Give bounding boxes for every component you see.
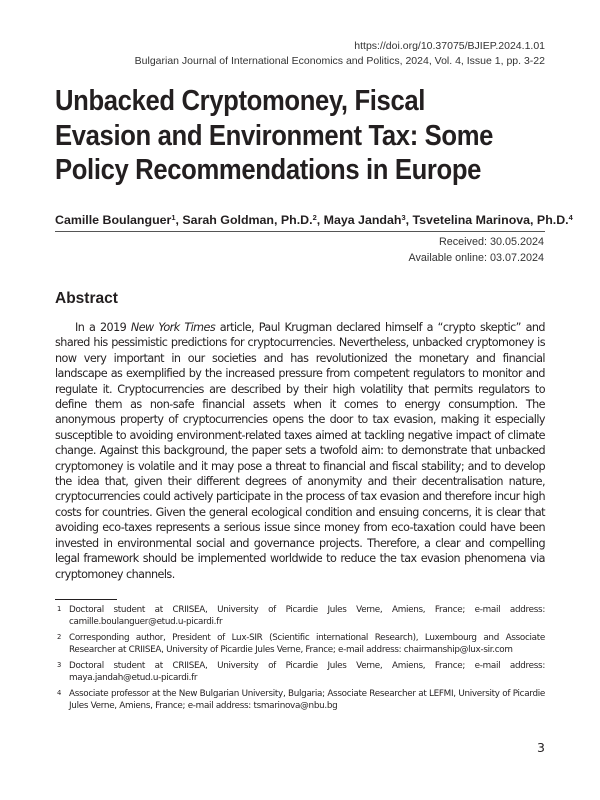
author-name: Tsvetelina Marinova, Ph.D. — [412, 213, 569, 227]
available-date: Available online: 03.07.2024 — [408, 251, 544, 264]
publication-name: New York Times — [130, 321, 216, 334]
footnote-text: Associate professor at the New Bulgarian University, Bulgaria; Associate Researcher at LEFMI, University of Picardie Jules Verne, Amiens, France; e-mail address: tsmarinova@nbu.bg — [69, 688, 545, 711]
author-name: Camille Boulanguer — [55, 213, 172, 227]
footnote-text: Doctoral student at CRIISEA, University of Picardie Jules Verne, Amiens, France; e-mail address: maya.jandah@etud.u-picardi.fr — [69, 660, 545, 684]
paper-title — [55, 84, 505, 188]
author-name: Sarah Goldman, Ph.D. — [182, 213, 313, 227]
title-line-1: Unbacked Cryptomoney, Fiscal — [55, 85, 426, 117]
abstract-text — [55, 320, 545, 582]
author-footnote-mark[interactable]: 4 — [568, 213, 573, 222]
abstract-heading: Abstract — [55, 290, 118, 307]
author-name: Maya Jandah — [323, 213, 402, 227]
footnote-number: 3 — [57, 660, 62, 669]
journal-header — [135, 39, 545, 68]
received-date: Received: 30.05.2024 — [438, 236, 544, 248]
footnote-item — [55, 604, 545, 628]
abstract-text-rest: article, Paul Krugman declared himself a “crypto skeptic” and shared his pessimistic predictions for cryptocurrencies. Nevertheless, unbacked cryptomoney is now very important in our societies and has revolutionized the monetary and financial landscape as exemplified by the increased pressure from competent regulators to monitor and regulate it. Cryptocurrencies are described by their high volatility that permits regulators to define them as non-safe financial assets when it comes to energy consumption. The anonymous property of cryptocurrencies opens the door to tax evasion, making it especially susceptible to avoiding environment-related taxes aimed at tackling negative impact of climate change. Against this background, the paper sets a twofold aim: to demonstrate that unbacked cryptomoney is volatile and it may pose a threat to financial and fiscal stability; and to develop the idea that, given their different degrees of anonymity and their decentralisation nature, cryptocurrencies could actively participate in the process of tax evasion and therefore incur high costs for countries. Given the general ecological condition and ensuing concerns, it is clear that avoiding eco-taxes represents a serious issue since money from eco-taxation could have been invested in environmental social and governance projects. Therefore, a clear and compelling legal framework should be implemented worldwide to reduce the tax evasion phenomena via cryptomoney channels. — [55, 321, 545, 581]
footnote-list — [55, 604, 545, 716]
abstract-text-start: In a 2019 — [75, 321, 131, 334]
footnote-number: 4 — [57, 688, 62, 697]
author-footnote-mark[interactable]: 2 — [312, 213, 317, 222]
doi-link[interactable]: https://doi.org/10.37075/BJIEP.2024.1.01 — [354, 40, 545, 52]
journal-citation: Bulgarian Journal of International Economics and Politics, 2024, Vol. 4, Issue 1, pp. 3-22 — [134, 54, 545, 67]
footnote-number: 2 — [57, 632, 62, 641]
author-divider — [55, 231, 545, 232]
footnote-text: Corresponding author, President of Lux-SIR (Scientific international Research), Luxembourg and Associate Researcher at CRIISEA, University of Picardie Jules Verne, France; e-mail address: chairmanship@lux-sir.com — [69, 632, 545, 656]
author-separator: , — [316, 213, 324, 227]
publication-dates — [409, 235, 544, 266]
footnote-divider — [55, 599, 117, 600]
author-list — [55, 210, 573, 228]
title-line-2: Evasion and Environment Tax: Some — [55, 119, 494, 152]
footnote-item — [55, 688, 545, 712]
footnote-number: 1 — [57, 605, 62, 613]
footnote-item — [55, 632, 545, 656]
author-separator: , — [405, 213, 413, 227]
footnote-text: Doctoral student at CRIISEA, University of Picardie Jules Verne, Amiens, France; e-mail address: camille.boulanguer@etud.u-picardi.fr — [69, 605, 545, 628]
author-footnote-mark[interactable]: 1 — [171, 213, 176, 222]
footnote-item — [55, 660, 545, 684]
author-footnote-mark[interactable]: 3 — [401, 213, 406, 222]
page-number: 3 — [537, 740, 545, 755]
author-separator: , — [175, 213, 183, 227]
title-line-3: Policy Recommendations in Europe — [55, 154, 482, 186]
